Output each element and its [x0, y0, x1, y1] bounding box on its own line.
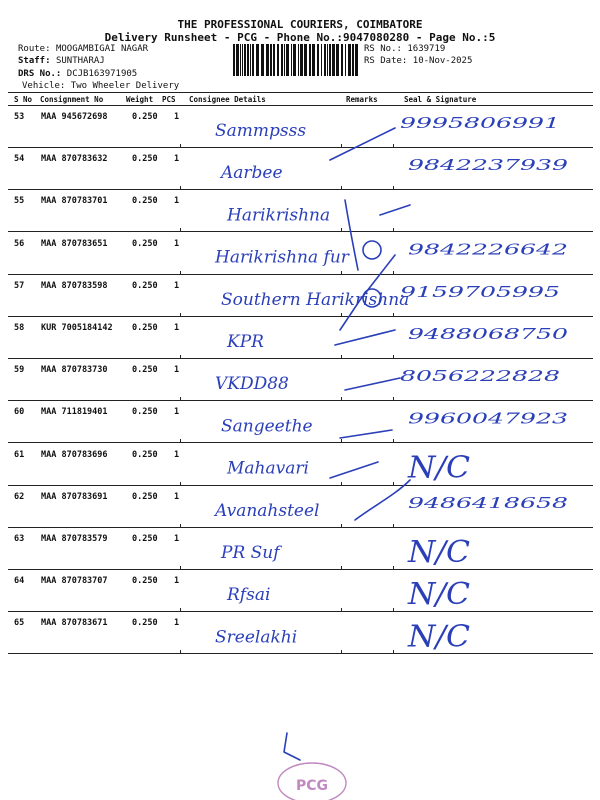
row-weight: 0.250 [132, 576, 158, 587]
barcode-bar [348, 44, 351, 76]
row-sno: 60 [14, 407, 25, 418]
drs-line [18, 69, 137, 79]
col-pcs: PCS [162, 95, 176, 104]
barcode-bar [336, 44, 339, 76]
row-weight: 0.250 [132, 407, 158, 418]
handwritten-signature: 9842237939 [408, 156, 569, 175]
barcode-bar [317, 44, 319, 76]
row-pcs: 1 [174, 365, 180, 376]
handwritten-signature: 9995806991 [400, 114, 560, 132]
row-pcs: 1 [174, 534, 180, 544]
barcode-bar [266, 44, 269, 76]
row-sno: 59 [14, 365, 25, 376]
drs-value: DCJB163971905 [66, 69, 138, 79]
row-sno: 57 [14, 280, 25, 291]
table-row [8, 444, 593, 486]
row-consignment: MAA 870783701 [41, 196, 108, 207]
barcode-bar [291, 44, 292, 76]
col-weight: Weight [126, 95, 154, 104]
row-consignment: MAA 945672698 [41, 112, 108, 122]
column-tick [393, 650, 394, 654]
runsheet-title: Delivery Runsheet - PCG - Phone No.:9047080280 - Page No.:5 [104, 31, 496, 44]
table-row [8, 190, 593, 232]
row-sno: 58 [14, 323, 25, 333]
row-weight: 0.250 [132, 618, 158, 629]
barcode-bar [286, 44, 289, 76]
row-weight: 0.250 [132, 491, 158, 502]
handwritten-consignee: KPR [227, 332, 264, 352]
barcode-bar [332, 44, 335, 76]
handwritten-consignee: Harikrishna [227, 205, 331, 226]
barcode-bar [236, 44, 239, 76]
col-consignment: Consignment No [40, 95, 104, 104]
barcode-bar [300, 44, 303, 76]
barcode-bar [355, 44, 358, 76]
barcode-bar [250, 44, 251, 76]
table-row [8, 486, 593, 528]
barcode-bar [352, 44, 354, 76]
barcode-bar [324, 44, 326, 76]
barcode-bar [321, 44, 322, 76]
handwritten-signature: 9842226642 [408, 240, 568, 259]
handwritten-signature: 9159705995 [400, 282, 560, 301]
table-row [8, 401, 593, 443]
row-pcs: 1 [174, 112, 180, 122]
rs-date-line [364, 56, 472, 66]
row-sno: 65 [14, 618, 25, 629]
row-weight: 0.250 [132, 280, 158, 291]
row-weight: 0.250 [132, 154, 158, 165]
handwritten-signature: 9960047923 [408, 409, 568, 428]
table-row [8, 233, 593, 275]
handwritten-signature: 9488068750 [408, 325, 569, 343]
barcode-bar [256, 44, 259, 76]
barcode-bar [242, 44, 243, 76]
col-consignee: Consignee Details [189, 95, 266, 104]
row-consignment: MAA 870783730 [41, 365, 108, 376]
table-row [8, 275, 593, 317]
vehicle-value: Two Wheeler Delivery [70, 81, 180, 91]
route-label: Route: [18, 44, 51, 54]
barcode-bar [312, 44, 315, 76]
handwritten-signature: 9486418658 [408, 493, 568, 512]
barcode-bar [233, 44, 235, 76]
barcode-bar [244, 44, 246, 76]
barcode-bar [329, 44, 331, 76]
row-sno: 53 [14, 112, 25, 122]
barcode [233, 44, 359, 76]
route-line [18, 44, 148, 54]
row-sno: 64 [14, 576, 25, 587]
row-consignment: MAA 870783632 [41, 154, 108, 165]
drs-label: DRS No.: [18, 69, 62, 79]
handwritten-consignee: Aarbee [221, 163, 283, 184]
rs-no-line [364, 44, 445, 54]
row-consignment: MAA 870783691 [41, 491, 108, 502]
row-consignment: MAA 870783651 [41, 238, 108, 249]
rs-date-label: RS Date: [364, 56, 408, 66]
handwritten-consignee: Sangeethe [221, 416, 313, 437]
table-row [8, 570, 593, 612]
row-rule [8, 653, 593, 654]
check-mark [284, 733, 300, 760]
row-weight: 0.250 [132, 365, 158, 376]
barcode-bar [281, 44, 283, 76]
row-pcs: 1 [174, 323, 180, 333]
barcode-bar [341, 44, 343, 76]
row-consignment: MAA 870783671 [41, 618, 108, 629]
row-pcs: 1 [174, 154, 180, 165]
vehicle-line [22, 81, 179, 91]
handwritten-signature: N/C [406, 450, 471, 486]
row-sno: 56 [14, 238, 25, 249]
barcode-bar [240, 44, 241, 76]
handwritten-consignee: PR Suf [221, 543, 280, 563]
rs-date-value: 10-Nov-2025 [412, 56, 473, 66]
handwritten-consignee: VKDD88 [215, 374, 289, 395]
row-weight: 0.250 [132, 323, 158, 333]
col-seal: Seal & Signature [404, 95, 477, 104]
staff-line [18, 56, 105, 66]
handwritten-signature: N/C [406, 577, 471, 613]
row-weight: 0.250 [132, 449, 158, 460]
pcg-stamp-text: PCG [296, 778, 329, 794]
handwritten-signature: 8056222828 [400, 367, 560, 386]
handwritten-signature: N/C [406, 619, 471, 655]
barcode-bar [284, 44, 285, 76]
staff-label: Staff: [18, 56, 51, 66]
row-consignment: KUR 7005184142 [41, 323, 113, 333]
handwritten-signature: N/C [406, 535, 471, 570]
staff-value: SUNTHARAJ [55, 56, 105, 66]
barcode-bar [261, 44, 264, 76]
row-pcs: 1 [174, 576, 180, 587]
row-pcs: 1 [174, 238, 180, 249]
col-sno: S No [14, 95, 33, 104]
barcode-bar [277, 44, 279, 76]
row-sno: 61 [14, 449, 25, 460]
table-row [8, 359, 593, 401]
barcode-bar [293, 44, 296, 76]
row-weight: 0.250 [132, 196, 158, 207]
row-consignment: MAA 870783707 [41, 576, 108, 587]
row-weight: 0.250 [132, 534, 158, 544]
barcode-bar [309, 44, 311, 76]
handwritten-consignee: Southern Harikrishna [221, 289, 410, 310]
header-top-rule [8, 92, 593, 93]
row-sno: 62 [14, 491, 25, 502]
barcode-bar [304, 44, 307, 76]
row-sno: 54 [14, 154, 25, 165]
handwritten-consignee: Mahavari [227, 458, 309, 479]
row-consignment: MAA 870783696 [41, 449, 108, 460]
row-weight: 0.250 [132, 238, 158, 249]
pcg-stamp-ring [278, 763, 346, 800]
row-consignment: MAA 711819401 [41, 407, 108, 418]
row-pcs: 1 [174, 491, 180, 502]
vehicle-label: Vehicle: [22, 81, 66, 91]
row-consignment: MAA 870783579 [41, 534, 108, 544]
rs-no-value: 1639719 [407, 44, 446, 54]
table-row [8, 528, 593, 570]
table-row [8, 148, 593, 190]
column-tick [180, 650, 181, 654]
column-tick [341, 650, 342, 654]
row-pcs: 1 [174, 280, 180, 291]
handwritten-consignee: Sreelakhi [215, 627, 298, 648]
row-sno: 63 [14, 534, 25, 544]
barcode-bar [247, 44, 249, 76]
row-consignment: MAA 870783598 [41, 280, 108, 291]
barcode-bar [345, 44, 346, 76]
barcode-bar [252, 44, 254, 76]
row-pcs: 1 [174, 618, 180, 629]
handwritten-consignee: Rfsai [227, 585, 271, 606]
handwritten-consignee: Avanahsteel [215, 500, 320, 521]
company-title: THE PROFESSIONAL COURIERS, COIMBATORE [177, 18, 423, 31]
row-pcs: 1 [174, 407, 180, 418]
route-value: MOOGAMBIGAI NAGAR [55, 44, 149, 54]
table-row [8, 612, 593, 654]
row-sno: 55 [14, 196, 25, 207]
handwritten-consignee: Sammpsss [215, 121, 307, 141]
handwritten-consignee: Harikrishna fur [215, 247, 349, 268]
barcode-bar [298, 44, 299, 76]
col-remarks: Remarks [346, 95, 378, 104]
table-row [8, 317, 593, 359]
barcode-bar [327, 44, 328, 76]
barcode-bar [273, 44, 275, 76]
rs-no-label: RS No.: [364, 44, 402, 54]
row-pcs: 1 [174, 196, 180, 207]
table-row [8, 106, 593, 148]
row-weight: 0.250 [132, 112, 158, 122]
row-pcs: 1 [174, 449, 180, 460]
barcode-bar [270, 44, 272, 76]
